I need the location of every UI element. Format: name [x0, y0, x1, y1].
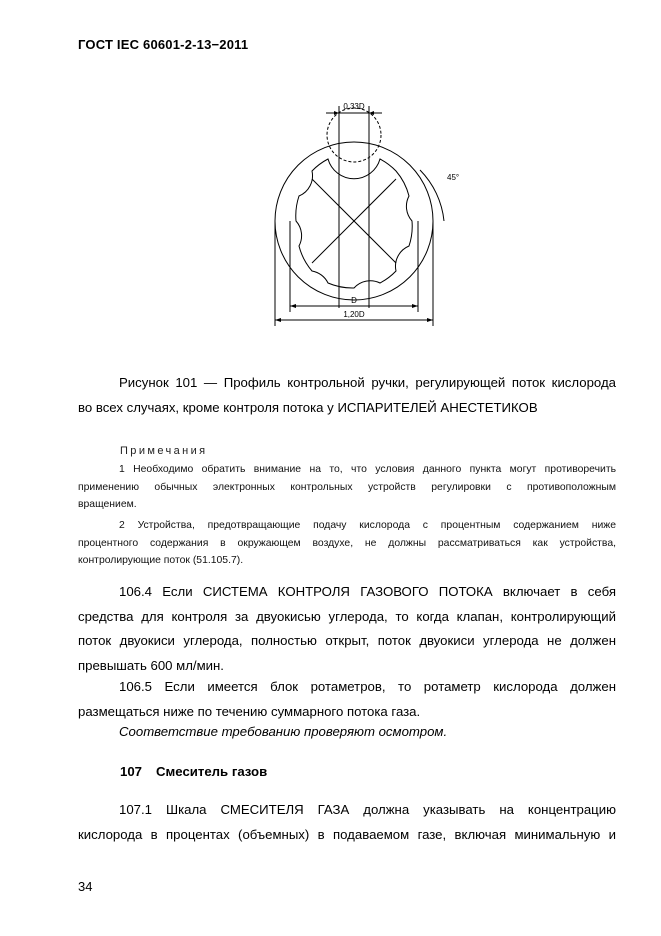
dim-1-20d-label: 1,20D	[343, 310, 365, 319]
p1064-line-1: 106.4 Если СИСТЕМА КОНТРОЛЯ ГАЗОВОГО ПОТОКА включает в себя	[119, 584, 616, 599]
dim-d-label: D	[351, 296, 357, 305]
note-2-line-2: процентного содержания в окружающем воздухе, не должны рассматриваться как устройства,	[78, 537, 616, 549]
caption-line-2: во всех случаях, кроме контроля потока у ИСПАРИТЕЛЕЙ АНЕСТЕТИКОВ	[78, 399, 538, 415]
scallop-circle-dashed	[327, 108, 381, 162]
p1071-line-2: кислорода в процентах (объемных) в подаваемом газе, включая минимальную и	[78, 826, 616, 842]
knob-profile-outline	[296, 159, 412, 288]
p1064-line-3: поток двуокиси углерода, полностью открыт, поток двуокиси углерода не должен	[78, 633, 616, 648]
section-107-title: Смеситель газов	[156, 764, 268, 779]
p1064-line-4: превышать 600 мл/мин.	[78, 657, 224, 673]
document-header: ГОСТ IEC 60601-2-13−2011	[78, 37, 249, 52]
paragraph-107-1	[78, 798, 616, 847]
note-1-line-1: 1 Необходимо обратить внимание на то, что условия данного пункта могут противоречить	[119, 464, 616, 475]
note-2-line-1: 2 Устройства, предотвращающие подачу кислорода с процентным содержанием ниже	[119, 520, 616, 531]
note-1-line-3: вращением.	[78, 499, 137, 510]
notes-title: Примечания	[120, 445, 208, 457]
p1065-line-1: 106.5 Если имеется блок ротаметров, то ротаметр кислорода должен	[119, 679, 616, 694]
dim-0-33d-label: 0,33D	[343, 102, 365, 111]
dim-45-deg-label: 45°	[447, 173, 460, 182]
p1064-line-2: средства для контроля за двуокисью углерода, то когда клапан, контролирующий	[78, 608, 616, 624]
paragraph-106-5	[78, 675, 616, 724]
p1071-line-1: 107.1 Шкала СМЕСИТЕЛЯ ГАЗА должна указывать на концентрацию	[119, 802, 616, 817]
note-2	[78, 517, 616, 570]
note-1-line-2: применению обычных электронных контрольных устройств регулировки с противоположным	[78, 481, 616, 493]
section-107-heading	[120, 764, 267, 779]
note-2-line-3: контролирующие поток (51.105.7).	[78, 555, 244, 566]
section-107-number: 107	[120, 764, 143, 779]
page-number: 34	[78, 879, 93, 894]
knob-profile-figure	[270, 98, 470, 328]
compliance-statement: Соответствие требованию проверяют осмотром.	[119, 724, 448, 739]
caption-line-1: Рисунок 101 — Профиль контрольной ручки, регулирующей поток кислорода	[119, 375, 616, 390]
note-1	[78, 461, 616, 514]
paragraph-106-4	[78, 580, 616, 678]
figure-caption	[78, 371, 616, 420]
p1065-line-2: размещаться ниже по течению суммарного потока газа.	[78, 703, 421, 719]
